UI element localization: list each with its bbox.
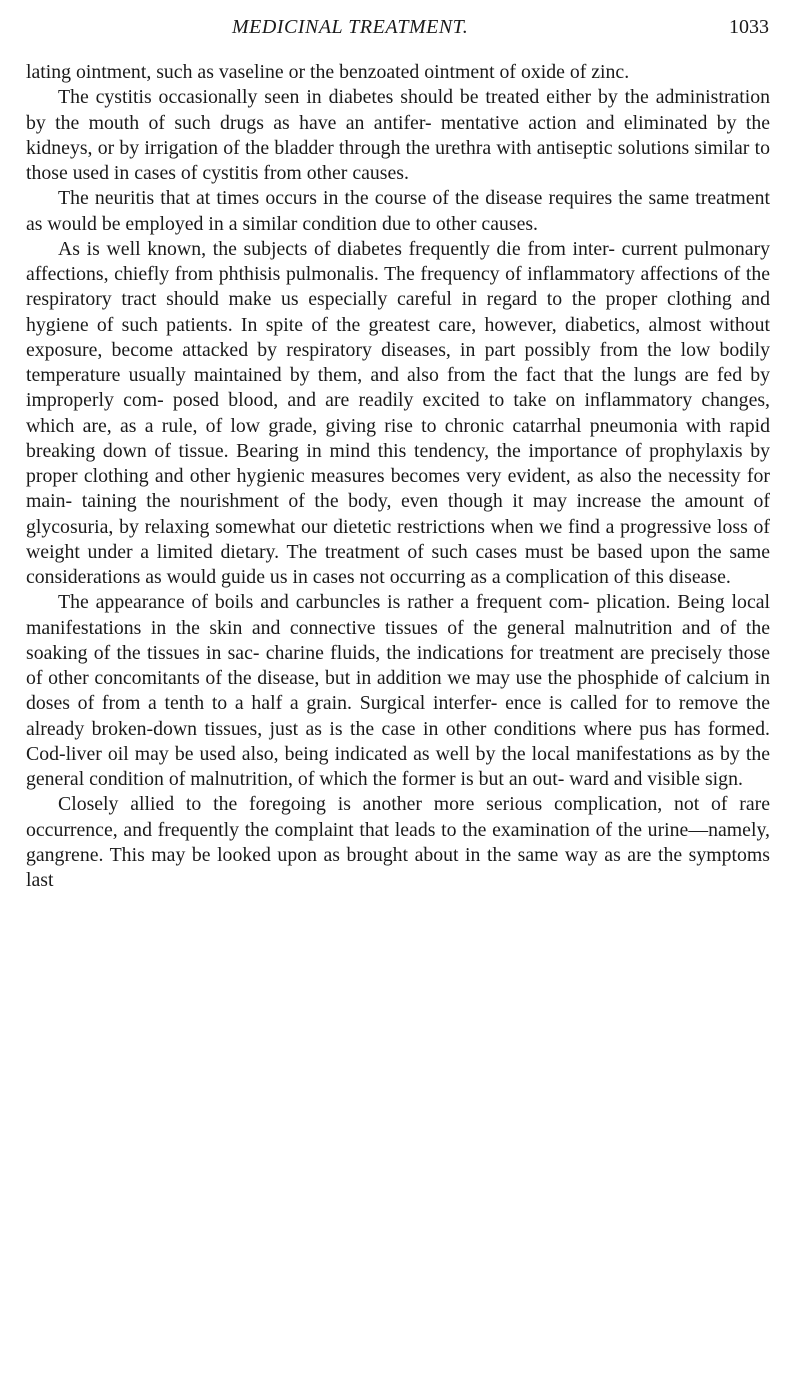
body-text — [26, 60, 770, 893]
paragraph: As is well known, the subjects of diabetes frequently die from inter- current pulmonary affections, chiefly from phthisis pulmonalis. The frequency of inflammatory affections of the respiratory tract should make us especially careful in regard to the proper clothing and hygiene of such patients. In spite of the greatest care, however, diabetics, almost without exposure, become attacked by respiratory diseases, in part possibly from the low bodily temperature usually maintained by them, and also from the fact that the lungs are fed by improperly com- posed blood, and are readily excited to take on inflammatory changes, which are, as a rule, of low grade, giving rise to chronic catarrhal pneumonia with rapid breaking down of tissue. Bearing in mind this tendency, the importance of prophylaxis by proper clothing and other hygienic measures becomes very evident, as also the necessity for main- taining the nourishment of the body, even though it may increase the amount of glycosuria, by relaxing somewhat our dietetic restrictions when we find a progressive loss of weight under a limited dietary. The treatment of such cases must be based upon the same considerations as would guide us in cases not occurring as a complication of this disease. — [26, 237, 770, 588]
paragraph: lating ointment, such as vaseline or the benzoated ointment of oxide of zinc. — [26, 61, 630, 83]
page-number: 1033 — [729, 16, 769, 38]
running-header — [0, 16, 801, 42]
paragraph: The cystitis occasionally seen in diabetes should be treated either by the administration by the mouth of such drugs as have an antifer- mentative action and eliminated by the kidneys, or by irrigation of the bladder through the urethra with antiseptic solutions similar to those used in cases of cystitis from other causes. — [26, 86, 770, 184]
paragraph: Closely allied to the foregoing is another more serious complication, not of rare occurrence, and frequently the complaint that leads to the examination of the urine—namely, gangrene. This may be looked upon as brought about in the same way as are the symptoms last — [26, 793, 770, 891]
running-title: MEDICINAL TREATMENT. — [232, 16, 469, 38]
paragraph: The neuritis that at times occurs in the course of the disease requires the same treatment as would be employed in a similar condition due to other causes. — [26, 187, 770, 235]
paragraph: The appearance of boils and carbuncles is rather a frequent com- plication. Being local manifestations in the skin and connective tissues of the general malnutrition and of the soaking of the tissues in sac- charine fluids, the indications for treatment are precisely those of other concomitants of the disease, but in addition we may use the phosphide of calcium in doses of from a tenth to a half a grain. Surgical interfer- ence is called for to remove the already broken-down tissues, just as is the case in other conditions where pus has formed. Cod-liver oil may be used also, being indicated as well by the local manifestations as by the general condition of malnutrition, of which the former is but an out- ward and visible sign. — [26, 591, 770, 790]
